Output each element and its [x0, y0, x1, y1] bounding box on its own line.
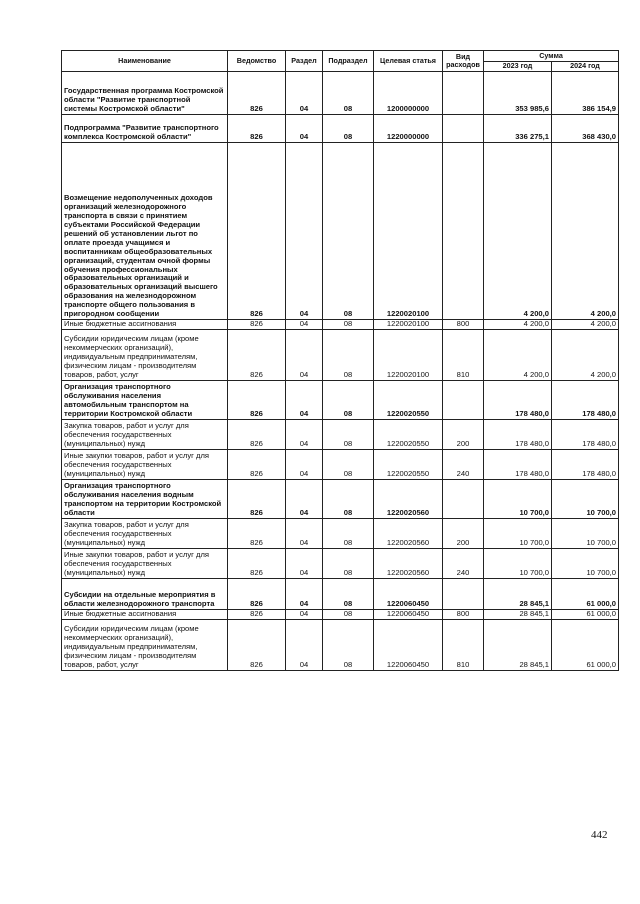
row-amount-2024: 368 430,0	[552, 115, 619, 143]
row-amount-2024: 178 480,0	[552, 449, 619, 479]
row-tselevaya-statya: 1220020100	[374, 320, 443, 330]
row-vid-raskhodov	[443, 578, 484, 609]
row-podrazdel: 08	[323, 115, 374, 143]
row-podrazdel: 08	[323, 619, 374, 670]
header-razdel: Раздел	[286, 51, 323, 72]
row-name: Субсидии юридическим лицам (кроме некоммерческих организаций), индивидуальным предпринимателям, физическим лицам - производителям товаров, работ, услуг	[62, 329, 228, 380]
table-row	[62, 72, 619, 115]
row-vid-raskhodov	[443, 143, 484, 320]
header-name: Наименование	[62, 51, 228, 72]
header-vedomstvo: Ведомство	[228, 51, 286, 72]
row-razdel: 04	[286, 619, 323, 670]
row-amount-2024: 61 000,0	[552, 578, 619, 609]
row-vid-raskhodov	[443, 479, 484, 518]
header-year-2023: 2023 год	[484, 62, 552, 72]
row-vid-raskhodov: 800	[443, 320, 484, 330]
table-row	[62, 419, 619, 449]
row-tselevaya-statya: 1200000000	[374, 72, 443, 115]
row-podrazdel: 08	[323, 548, 374, 578]
row-vid-raskhodov: 810	[443, 329, 484, 380]
row-vedomstvo: 826	[228, 518, 286, 548]
row-vedomstvo: 826	[228, 320, 286, 330]
row-vid-raskhodov: 800	[443, 609, 484, 619]
table-row	[62, 479, 619, 518]
row-vid-raskhodov	[443, 72, 484, 115]
row-podrazdel: 08	[323, 449, 374, 479]
row-vid-raskhodov: 200	[443, 419, 484, 449]
page-number: 442	[591, 829, 608, 841]
header-summa: Сумма	[484, 51, 619, 62]
row-name: Субсидии юридическим лицам (кроме некоммерческих организаций), индивидуальным предпринимателям, физическим лицам - производителям товаров, работ, услуг	[62, 619, 228, 670]
row-razdel: 04	[286, 578, 323, 609]
row-vedomstvo: 826	[228, 329, 286, 380]
row-razdel: 04	[286, 449, 323, 479]
row-amount-2023: 178 480,0	[484, 380, 552, 419]
row-name: Иные закупки товаров, работ и услуг для обеспечения государственных (муниципальных) нужд	[62, 548, 228, 578]
row-podrazdel: 08	[323, 419, 374, 449]
row-amount-2024: 4 200,0	[552, 329, 619, 380]
row-tselevaya-statya: 1220060450	[374, 619, 443, 670]
row-amount-2024: 10 700,0	[552, 518, 619, 548]
row-vedomstvo: 826	[228, 449, 286, 479]
row-tselevaya-statya: 1220060450	[374, 578, 443, 609]
row-name: Организация транспортного обслуживания населения водным транспортом на территории Костромской области	[62, 479, 228, 518]
row-name: Государственная программа Костромской области "Развитие транспортной системы Костромской области"	[62, 72, 228, 115]
table-row	[62, 380, 619, 419]
row-vedomstvo: 826	[228, 479, 286, 518]
row-amount-2024: 61 000,0	[552, 619, 619, 670]
row-tselevaya-statya: 1220020560	[374, 548, 443, 578]
table-row	[62, 619, 619, 670]
row-tselevaya-statya: 1220020100	[374, 329, 443, 380]
row-tselevaya-statya: 1220020100	[374, 143, 443, 320]
row-amount-2023: 10 700,0	[484, 548, 552, 578]
row-podrazdel: 08	[323, 329, 374, 380]
row-name: Закупка товаров, работ и услуг для обеспечения государственных (муниципальных) нужд	[62, 419, 228, 449]
row-amount-2023: 28 845,1	[484, 619, 552, 670]
row-amount-2023: 4 200,0	[484, 329, 552, 380]
row-vedomstvo: 826	[228, 380, 286, 419]
row-name: Иные бюджетные ассигнования	[62, 609, 228, 619]
row-razdel: 04	[286, 320, 323, 330]
row-name: Субсидии на отдельные мероприятия в области железнодорожного транспорта	[62, 578, 228, 609]
row-vid-raskhodov: 240	[443, 449, 484, 479]
table-row	[62, 578, 619, 609]
row-vedomstvo: 826	[228, 619, 286, 670]
row-tselevaya-statya: 1220020550	[374, 419, 443, 449]
table-row	[62, 518, 619, 548]
row-razdel: 04	[286, 115, 323, 143]
row-vedomstvo: 826	[228, 143, 286, 320]
row-name: Подпрограмма "Развитие транспортного комплекса Костромской области"	[62, 115, 228, 143]
row-amount-2023: 178 480,0	[484, 449, 552, 479]
budget-table	[61, 50, 619, 671]
row-amount-2024: 4 200,0	[552, 320, 619, 330]
row-razdel: 04	[286, 143, 323, 320]
table-row	[62, 329, 619, 380]
row-vedomstvo: 826	[228, 115, 286, 143]
table-row	[62, 115, 619, 143]
row-name: Возмещение недополученных доходов организаций железнодорожного транспорта в связи с принятием субъектами Российской Федерации решений об установлении льгот по оплате проезда учащимся и воспитанникам общеобразовательных организаций, студентам очной формы обучения профессиональных образовательных организаций и образовательных организаций высшего образования на железнодорожном транспорте общего пользования в пригородном сообщении	[62, 143, 228, 320]
row-razdel: 04	[286, 72, 323, 115]
row-amount-2023: 336 275,1	[484, 115, 552, 143]
row-vedomstvo: 826	[228, 419, 286, 449]
row-tselevaya-statya: 1220020560	[374, 518, 443, 548]
row-podrazdel: 08	[323, 72, 374, 115]
row-vedomstvo: 826	[228, 72, 286, 115]
row-vedomstvo: 826	[228, 548, 286, 578]
row-razdel: 04	[286, 609, 323, 619]
row-amount-2024: 10 700,0	[552, 479, 619, 518]
row-vid-raskhodov	[443, 115, 484, 143]
header-year-2024: 2024 год	[552, 62, 619, 72]
row-vid-raskhodov: 200	[443, 518, 484, 548]
row-amount-2023: 10 700,0	[484, 518, 552, 548]
row-podrazdel: 08	[323, 380, 374, 419]
row-name: Иные закупки товаров, работ и услуг для обеспечения государственных (муниципальных) нужд	[62, 449, 228, 479]
row-razdel: 04	[286, 479, 323, 518]
row-razdel: 04	[286, 419, 323, 449]
table-body	[62, 72, 619, 671]
row-razdel: 04	[286, 329, 323, 380]
row-amount-2024: 4 200,0	[552, 143, 619, 320]
row-amount-2023: 4 200,0	[484, 143, 552, 320]
row-podrazdel: 08	[323, 143, 374, 320]
row-tselevaya-statya: 1220020550	[374, 380, 443, 419]
row-vid-raskhodov: 240	[443, 548, 484, 578]
row-amount-2024: 178 480,0	[552, 419, 619, 449]
header-podrazdel: Подраздел	[323, 51, 374, 72]
header-vid-raskhodov: Вид расходов	[443, 51, 484, 72]
table-row	[62, 449, 619, 479]
row-amount-2024: 386 154,9	[552, 72, 619, 115]
row-razdel: 04	[286, 518, 323, 548]
row-amount-2024: 178 480,0	[552, 380, 619, 419]
row-tselevaya-statya: 1220020550	[374, 449, 443, 479]
row-tselevaya-statya: 1220000000	[374, 115, 443, 143]
row-podrazdel: 08	[323, 479, 374, 518]
row-amount-2023: 28 845,1	[484, 609, 552, 619]
row-amount-2024: 61 000,0	[552, 609, 619, 619]
row-amount-2023: 28 845,1	[484, 578, 552, 609]
row-amount-2024: 10 700,0	[552, 548, 619, 578]
row-amount-2023: 353 985,6	[484, 72, 552, 115]
row-vedomstvo: 826	[228, 578, 286, 609]
row-tselevaya-statya: 1220020560	[374, 479, 443, 518]
row-podrazdel: 08	[323, 609, 374, 619]
row-podrazdel: 08	[323, 518, 374, 548]
row-amount-2023: 4 200,0	[484, 320, 552, 330]
row-name: Иные бюджетные ассигнования	[62, 320, 228, 330]
row-name: Организация транспортного обслуживания населения автомобильным транспортом на территории Костромской области	[62, 380, 228, 419]
row-vedomstvo: 826	[228, 609, 286, 619]
row-vid-raskhodov	[443, 380, 484, 419]
table-row	[62, 548, 619, 578]
row-tselevaya-statya: 1220060450	[374, 609, 443, 619]
header-tselevaya-statya: Целевая статья	[374, 51, 443, 72]
row-razdel: 04	[286, 548, 323, 578]
table-row	[62, 320, 619, 330]
table-row	[62, 609, 619, 619]
row-amount-2023: 10 700,0	[484, 479, 552, 518]
row-podrazdel: 08	[323, 578, 374, 609]
row-vid-raskhodov: 810	[443, 619, 484, 670]
table-row	[62, 143, 619, 320]
row-podrazdel: 08	[323, 320, 374, 330]
row-name: Закупка товаров, работ и услуг для обеспечения государственных (муниципальных) нужд	[62, 518, 228, 548]
row-amount-2023: 178 480,0	[484, 419, 552, 449]
row-razdel: 04	[286, 380, 323, 419]
